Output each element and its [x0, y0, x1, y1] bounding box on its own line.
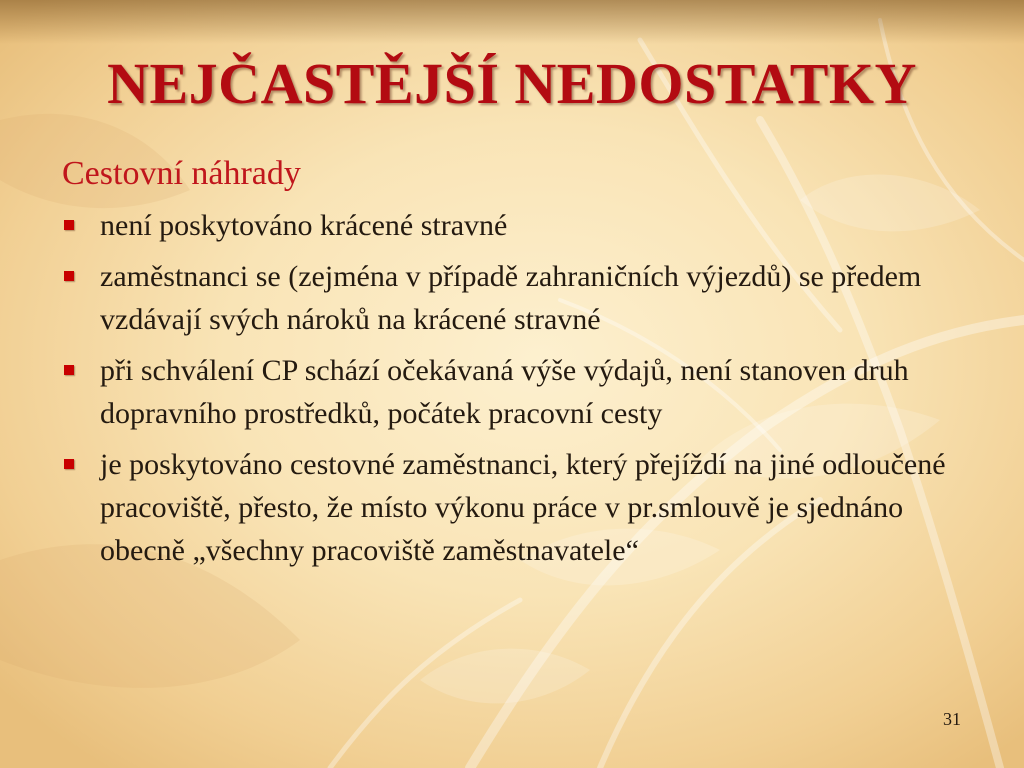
bullet-text: není poskytováno krácené stravné	[100, 209, 508, 242]
bullet-item	[62, 204, 972, 247]
square-bullet-icon	[64, 220, 74, 230]
bullet-item	[62, 349, 972, 435]
section-heading: Cestovní náhrady	[62, 155, 301, 192]
slide-content	[62, 150, 972, 580]
top-shadow-band	[0, 0, 1024, 44]
bullet-text: zaměstnanci se (zejména v případě zahraničních výjezdů) se předem vzdávají svých nároků na krácené stravné	[100, 260, 922, 336]
bullet-item	[62, 255, 972, 341]
page-number: 31	[943, 709, 961, 729]
slide-title: NEJČASTĚJŠÍ NEDOSTATKY	[107, 51, 917, 116]
bullet-text: je poskytováno cestovné zaměstnanci, který přejíždí na jiné odloučené pracoviště, přesto, že místo výkonu práce v pr.smlouvě je sjednáno obecně „všechny pracoviště zaměstnavatele“	[100, 448, 946, 567]
bullet-item	[62, 443, 972, 572]
square-bullet-icon	[64, 271, 74, 281]
square-bullet-icon	[64, 365, 74, 375]
bullet-list	[62, 204, 972, 572]
square-bullet-icon	[64, 459, 74, 469]
bullet-text: při schválení CP schází očekávaná výše výdajů, není stanoven druh dopravního prostředků, počátek pracovní cesty	[100, 354, 909, 430]
